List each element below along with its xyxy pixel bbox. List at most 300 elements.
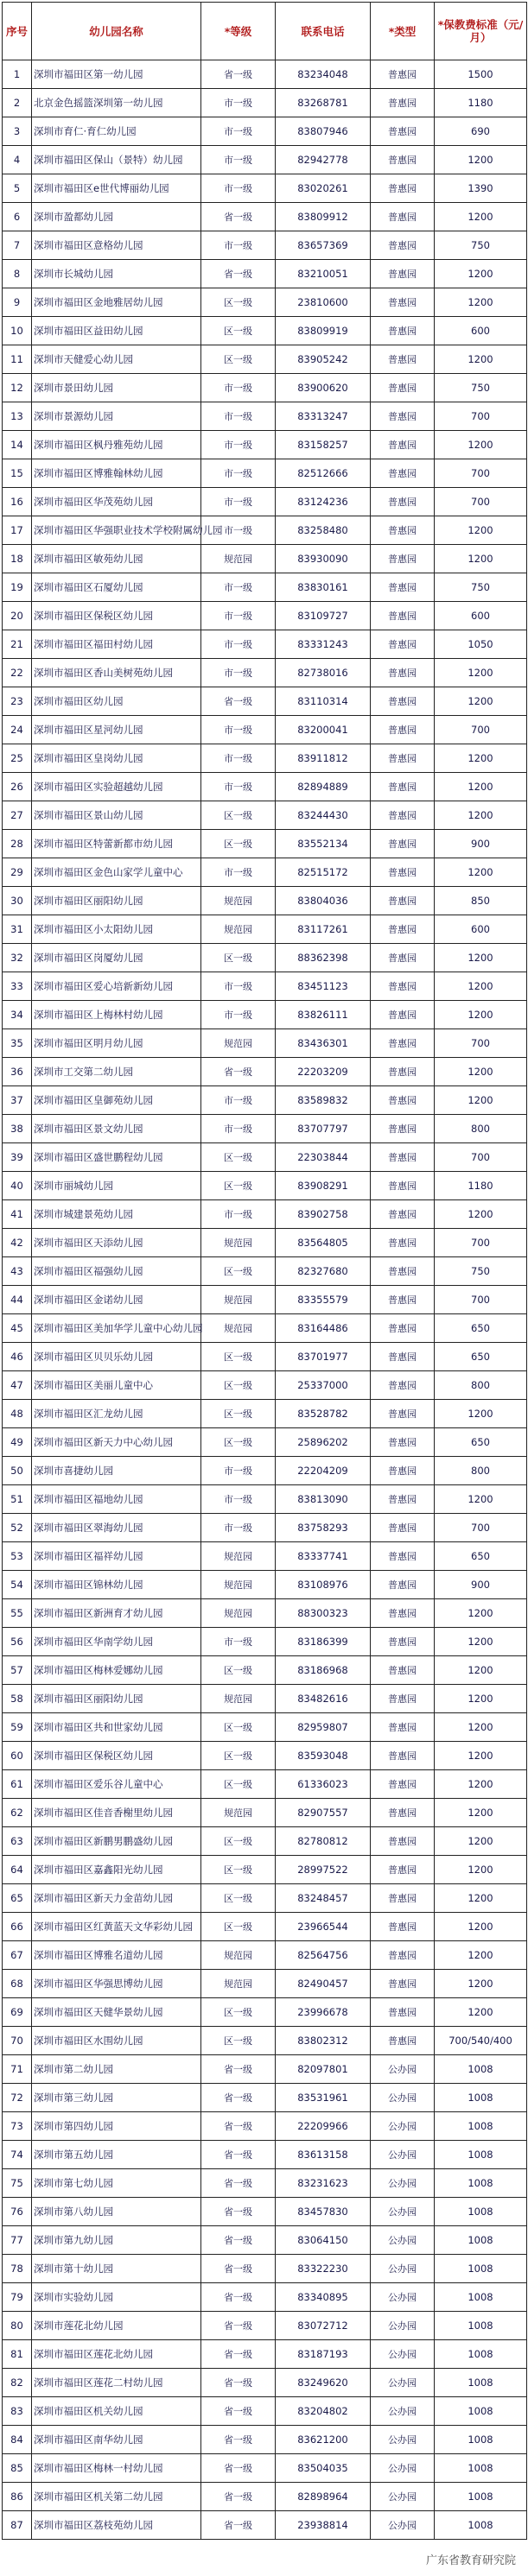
type-cell: 普惠园 — [371, 231, 435, 260]
fee-cell: 1200 — [435, 1599, 527, 1628]
level-cell: 省一级 — [201, 2483, 276, 2511]
phone-cell: 83020261 — [276, 174, 371, 203]
level-cell: 区一级 — [201, 1656, 276, 1685]
phone-cell: 82959807 — [276, 1713, 371, 1742]
phone-cell: 83908291 — [276, 1172, 371, 1200]
fee-cell: 1008 — [435, 2255, 527, 2283]
row-number-cell: 26 — [3, 773, 32, 801]
table-row — [3, 1713, 527, 1742]
kindergarten-name-cell: 深圳市福田区枫丹雅苑幼儿园 — [32, 431, 201, 459]
level-cell: 市一级 — [201, 231, 276, 260]
phone-cell: 25337000 — [276, 1371, 371, 1400]
fee-cell: 1200 — [435, 1970, 527, 1998]
fee-cell: 700 — [435, 402, 527, 431]
level-cell: 区一级 — [201, 345, 276, 374]
row-number-cell: 73 — [3, 2112, 32, 2141]
row-number-cell: 49 — [3, 1428, 32, 1457]
header-fee: *保教费标准（元/月） — [435, 3, 527, 60]
kindergarten-name-cell: 深圳市福田区实验超越幼儿园 — [32, 773, 201, 801]
kindergarten-name-cell: 深圳市第四幼儿园 — [32, 2112, 201, 2141]
row-number-cell: 70 — [3, 2027, 32, 2055]
level-cell: 省一级 — [201, 2426, 276, 2454]
fee-cell: 700 — [435, 459, 527, 488]
fee-cell: 1200 — [435, 431, 527, 459]
level-cell: 市一级 — [201, 516, 276, 545]
level-cell: 省一级 — [201, 2312, 276, 2340]
level-cell: 市一级 — [201, 146, 276, 174]
table-row — [3, 2511, 527, 2540]
fee-cell: 1200 — [435, 1799, 527, 1827]
type-cell: 普惠园 — [371, 1428, 435, 1457]
phone-cell: 22209966 — [276, 2112, 371, 2141]
type-cell: 普惠园 — [371, 1913, 435, 1941]
fee-cell: 800 — [435, 1371, 527, 1400]
level-cell: 区一级 — [201, 1998, 276, 2027]
row-number-cell: 64 — [3, 1856, 32, 1884]
kindergarten-name-cell: 深圳市福田区福田村幼儿园 — [32, 630, 201, 659]
type-cell: 普惠园 — [371, 744, 435, 773]
fee-cell: 600 — [435, 317, 527, 345]
row-number-cell: 50 — [3, 1457, 32, 1485]
level-cell: 区一级 — [201, 317, 276, 345]
table-row — [3, 117, 527, 146]
level-cell: 规范园 — [201, 1799, 276, 1827]
type-cell: 普惠园 — [371, 1314, 435, 1343]
phone-cell: 83589832 — [276, 1086, 371, 1115]
row-number-cell: 14 — [3, 431, 32, 459]
fee-cell: 1200 — [435, 1200, 527, 1229]
fee-cell: 750 — [435, 231, 527, 260]
table-row — [3, 716, 527, 744]
level-cell: 区一级 — [201, 1371, 276, 1400]
type-cell: 普惠园 — [371, 1542, 435, 1571]
fee-cell: 1180 — [435, 89, 527, 117]
table-row — [3, 89, 527, 117]
row-number-cell: 33 — [3, 972, 32, 1001]
table-row — [3, 431, 527, 459]
row-number-cell: 8 — [3, 260, 32, 288]
phone-cell: 83804036 — [276, 887, 371, 915]
phone-cell: 83826111 — [276, 1001, 371, 1029]
type-cell: 普惠园 — [371, 1941, 435, 1970]
phone-cell: 82564756 — [276, 1941, 371, 1970]
table-row — [3, 1770, 527, 1799]
table-row — [3, 1884, 527, 1913]
phone-cell: 83249620 — [276, 2369, 371, 2397]
kindergarten-name-cell: 深圳市福田区石厦幼儿园 — [32, 573, 201, 602]
table-row — [3, 317, 527, 345]
phone-cell: 83234048 — [276, 60, 371, 89]
row-number-cell: 35 — [3, 1029, 32, 1058]
kindergarten-name-cell: 深圳市景田幼儿园 — [32, 374, 201, 402]
kindergarten-name-cell: 深圳市福田区博雅翰林幼儿园 — [32, 459, 201, 488]
kindergarten-name-cell: 深圳市城建景苑幼儿园 — [32, 1200, 201, 1229]
phone-cell: 83504035 — [276, 2454, 371, 2483]
level-cell: 省一级 — [201, 2198, 276, 2226]
kindergarten-name-cell: 深圳市福田区福祥幼儿园 — [32, 1542, 201, 1571]
row-number-cell: 67 — [3, 1941, 32, 1970]
phone-cell: 83621200 — [276, 2426, 371, 2454]
kindergarten-name-cell: 深圳市育仁·育仁幼儿园 — [32, 117, 201, 146]
kindergarten-name-cell: 深圳市福田区新洲育才幼儿园 — [32, 1599, 201, 1628]
phone-cell: 83064150 — [276, 2226, 371, 2255]
row-number-cell: 21 — [3, 630, 32, 659]
table-row — [3, 1371, 527, 1400]
kindergarten-name-cell: 深圳市福田区福强幼儿园 — [32, 1257, 201, 1286]
table-row — [3, 545, 527, 573]
watermark: 广东省教育研究院 — [423, 2549, 519, 2569]
type-cell: 公办园 — [371, 2454, 435, 2483]
phone-cell: 83802312 — [276, 2027, 371, 2055]
row-number-cell: 86 — [3, 2483, 32, 2511]
level-cell: 省一级 — [201, 2397, 276, 2426]
table-row — [3, 2112, 527, 2141]
level-cell: 市一级 — [201, 630, 276, 659]
level-cell: 区一级 — [201, 288, 276, 317]
type-cell: 普惠园 — [371, 1742, 435, 1770]
type-cell: 普惠园 — [371, 288, 435, 317]
level-cell: 省一级 — [201, 203, 276, 231]
kindergarten-name-cell: 深圳市福田区金诺幼儿园 — [32, 1286, 201, 1314]
type-cell: 公办园 — [371, 2511, 435, 2540]
type-cell: 普惠园 — [371, 1485, 435, 1514]
phone-cell: 83758293 — [276, 1514, 371, 1542]
type-cell: 普惠园 — [371, 1371, 435, 1400]
kindergarten-name-cell: 深圳市福田区南华幼儿园 — [32, 2426, 201, 2454]
phone-cell: 83593048 — [276, 1742, 371, 1770]
phone-cell: 83158257 — [276, 431, 371, 459]
type-cell: 普惠园 — [371, 1143, 435, 1172]
type-cell: 公办园 — [371, 2312, 435, 2340]
phone-cell: 83707797 — [276, 1115, 371, 1143]
fee-cell: 1050 — [435, 630, 527, 659]
table-row — [3, 630, 527, 659]
type-cell: 普惠园 — [371, 203, 435, 231]
row-number-cell: 2 — [3, 89, 32, 117]
row-number-cell: 44 — [3, 1286, 32, 1314]
fee-cell: 1200 — [435, 1001, 527, 1029]
kindergarten-name-cell: 深圳市福田区益田幼儿园 — [32, 317, 201, 345]
row-number-cell: 32 — [3, 944, 32, 972]
header-name: 幼儿园名称 — [32, 3, 201, 60]
type-cell: 普惠园 — [371, 915, 435, 944]
kindergarten-name-cell: 深圳市福田区梅林一村幼儿园 — [32, 2454, 201, 2483]
type-cell: 普惠园 — [371, 2027, 435, 2055]
type-cell: 普惠园 — [371, 174, 435, 203]
table-row — [3, 146, 527, 174]
level-cell: 市一级 — [201, 174, 276, 203]
fee-cell: 1008 — [435, 2340, 527, 2369]
type-cell: 普惠园 — [371, 1599, 435, 1628]
row-number-cell: 51 — [3, 1485, 32, 1514]
fee-cell: 1200 — [435, 687, 527, 716]
type-cell: 普惠园 — [371, 1827, 435, 1856]
type-cell: 普惠园 — [371, 887, 435, 915]
fee-cell: 850 — [435, 887, 527, 915]
table-header-row — [3, 3, 527, 60]
level-cell: 区一级 — [201, 1884, 276, 1913]
fee-cell: 1200 — [435, 944, 527, 972]
table-row — [3, 488, 527, 516]
type-cell: 普惠园 — [371, 1884, 435, 1913]
phone-cell: 83911812 — [276, 744, 371, 773]
kindergarten-name-cell: 深圳市第二幼儿园 — [32, 2055, 201, 2084]
type-cell: 普惠园 — [371, 1001, 435, 1029]
row-number-cell: 12 — [3, 374, 32, 402]
row-number-cell: 54 — [3, 1571, 32, 1599]
table-row — [3, 260, 527, 288]
level-cell: 规范园 — [201, 1286, 276, 1314]
phone-cell: 82512666 — [276, 459, 371, 488]
phone-cell: 83204802 — [276, 2397, 371, 2426]
level-cell: 区一级 — [201, 944, 276, 972]
row-number-cell: 18 — [3, 545, 32, 573]
level-cell: 省一级 — [201, 2169, 276, 2198]
type-cell: 普惠园 — [371, 573, 435, 602]
phone-cell: 83531961 — [276, 2084, 371, 2112]
kindergarten-name-cell: 深圳市福田区香山美树苑幼儿园 — [32, 659, 201, 687]
table-row — [3, 1970, 527, 1998]
row-number-cell: 27 — [3, 801, 32, 830]
level-cell: 市一级 — [201, 89, 276, 117]
type-cell: 普惠园 — [371, 602, 435, 630]
phone-cell: 88300323 — [276, 1599, 371, 1628]
level-cell: 区一级 — [201, 2027, 276, 2055]
level-cell: 省一级 — [201, 2255, 276, 2283]
fee-cell: 1200 — [435, 1485, 527, 1514]
kindergarten-name-cell: 深圳市第七幼儿园 — [32, 2169, 201, 2198]
fee-cell: 1200 — [435, 1685, 527, 1713]
table-row — [3, 858, 527, 887]
level-cell: 市一级 — [201, 972, 276, 1001]
row-number-cell: 45 — [3, 1314, 32, 1343]
fee-cell: 800 — [435, 1457, 527, 1485]
type-cell: 普惠园 — [371, 516, 435, 545]
type-cell: 普惠园 — [371, 1685, 435, 1713]
level-cell: 区一级 — [201, 801, 276, 830]
row-number-cell: 1 — [3, 60, 32, 89]
table-row — [3, 1001, 527, 1029]
kindergarten-name-cell: 深圳市福田区莲花北幼儿园 — [32, 2340, 201, 2369]
level-cell: 市一级 — [201, 374, 276, 402]
level-cell: 规范园 — [201, 1314, 276, 1343]
kindergarten-name-cell: 深圳市福田区新天力金苗幼儿园 — [32, 1884, 201, 1913]
level-cell: 市一级 — [201, 573, 276, 602]
table-row — [3, 1343, 527, 1371]
phone-cell: 83268781 — [276, 89, 371, 117]
kindergarten-name-cell: 深圳市福田区丽阳幼儿园 — [32, 1685, 201, 1713]
row-number-cell: 76 — [3, 2198, 32, 2226]
kindergarten-name-cell: 深圳市福田区景文幼儿园 — [32, 1115, 201, 1143]
type-cell: 普惠园 — [371, 830, 435, 858]
row-number-cell: 71 — [3, 2055, 32, 2084]
table-row — [3, 1913, 527, 1941]
level-cell: 规范园 — [201, 887, 276, 915]
type-cell: 普惠园 — [371, 260, 435, 288]
type-cell: 公办园 — [371, 2198, 435, 2226]
fee-cell: 1200 — [435, 1770, 527, 1799]
fee-cell: 800 — [435, 1115, 527, 1143]
level-cell: 区一级 — [201, 1713, 276, 1742]
fee-cell: 1200 — [435, 1058, 527, 1086]
row-number-cell: 17 — [3, 516, 32, 545]
kindergarten-name-cell: 深圳市福田区福地幼儿园 — [32, 1485, 201, 1514]
phone-cell: 82780812 — [276, 1827, 371, 1856]
kindergarten-name-cell: 深圳市福田区华茂苑幼儿园 — [32, 488, 201, 516]
fee-cell: 1200 — [435, 1742, 527, 1770]
row-number-cell: 61 — [3, 1770, 32, 1799]
phone-cell: 83905242 — [276, 345, 371, 374]
header-phone: 联系电话 — [276, 3, 371, 60]
kindergarten-name-cell: 深圳市福田区荔枝苑幼儿园 — [32, 2511, 201, 2540]
level-cell: 区一级 — [201, 1770, 276, 1799]
type-cell: 普惠园 — [371, 801, 435, 830]
table-row — [3, 288, 527, 317]
level-cell: 市一级 — [201, 402, 276, 431]
fee-cell: 650 — [435, 1314, 527, 1343]
type-cell: 公办园 — [371, 2426, 435, 2454]
kindergarten-name-cell: 深圳市福田区锦林幼儿园 — [32, 1571, 201, 1599]
table-row — [3, 1514, 527, 1542]
table-row — [3, 801, 527, 830]
kindergarten-name-cell: 深圳市丽城幼儿园 — [32, 1172, 201, 1200]
phone-cell: 83436301 — [276, 1029, 371, 1058]
kindergarten-name-cell: 深圳市福田区意格幼儿园 — [32, 231, 201, 260]
type-cell: 普惠园 — [371, 716, 435, 744]
phone-cell: 83231623 — [276, 2169, 371, 2198]
table-row — [3, 1628, 527, 1656]
phone-cell: 28997522 — [276, 1856, 371, 1884]
kindergarten-name-cell: 深圳市长城幼儿园 — [32, 260, 201, 288]
phone-cell: 83313247 — [276, 402, 371, 431]
level-cell: 市一级 — [201, 858, 276, 887]
fee-cell: 1200 — [435, 516, 527, 545]
table-row — [3, 659, 527, 687]
row-number-cell: 47 — [3, 1371, 32, 1400]
level-cell: 市一级 — [201, 117, 276, 146]
table-row — [3, 1941, 527, 1970]
fee-cell: 650 — [435, 1542, 527, 1571]
phone-cell: 83117261 — [276, 915, 371, 944]
type-cell: 普惠园 — [371, 1086, 435, 1115]
row-number-cell: 48 — [3, 1400, 32, 1428]
fee-cell: 1200 — [435, 972, 527, 1001]
table-row — [3, 1485, 527, 1514]
row-number-cell: 80 — [3, 2312, 32, 2340]
type-cell: 普惠园 — [371, 687, 435, 716]
table-row — [3, 374, 527, 402]
kindergarten-name-cell: 深圳市福田区保税区幼儿园 — [32, 602, 201, 630]
phone-cell: 83900620 — [276, 374, 371, 402]
phone-cell: 82942778 — [276, 146, 371, 174]
table-row — [3, 1143, 527, 1172]
level-cell: 区一级 — [201, 1827, 276, 1856]
row-number-cell: 34 — [3, 1001, 32, 1029]
level-cell: 省一级 — [201, 2141, 276, 2169]
fee-cell: 650 — [435, 1343, 527, 1371]
table-row — [3, 2369, 527, 2397]
table-row — [3, 1457, 527, 1485]
row-number-cell: 20 — [3, 602, 32, 630]
type-cell: 公办园 — [371, 2112, 435, 2141]
level-cell: 市一级 — [201, 1485, 276, 1514]
kindergarten-name-cell: 深圳市福田区上梅林村幼儿园 — [32, 1001, 201, 1029]
kindergarten-name-cell: 深圳市福田区红黄蓝天文华彩幼儿园 — [32, 1913, 201, 1941]
table-row — [3, 1656, 527, 1685]
table-row — [3, 1229, 527, 1257]
fee-cell: 750 — [435, 1257, 527, 1286]
level-cell: 规范园 — [201, 545, 276, 573]
row-number-cell: 87 — [3, 2511, 32, 2540]
level-cell: 省一级 — [201, 2226, 276, 2255]
type-cell: 公办园 — [371, 2226, 435, 2255]
level-cell: 省一级 — [201, 1058, 276, 1086]
phone-cell: 82738016 — [276, 659, 371, 687]
fee-cell: 1008 — [435, 2226, 527, 2255]
fee-cell: 900 — [435, 830, 527, 858]
type-cell: 公办园 — [371, 2084, 435, 2112]
kindergarten-name-cell: 深圳市景源幼儿园 — [32, 402, 201, 431]
table-row — [3, 2426, 527, 2454]
type-cell: 普惠园 — [371, 1713, 435, 1742]
phone-cell: 83809919 — [276, 317, 371, 345]
type-cell: 普惠园 — [371, 459, 435, 488]
table-row — [3, 203, 527, 231]
table-row — [3, 2169, 527, 2198]
fee-cell: 1008 — [435, 2283, 527, 2312]
table-row — [3, 1542, 527, 1571]
level-cell: 市一级 — [201, 1200, 276, 1229]
phone-cell: 23996678 — [276, 1998, 371, 2027]
fee-cell: 1008 — [435, 2511, 527, 2540]
type-cell: 普惠园 — [371, 1799, 435, 1827]
phone-cell: 83110314 — [276, 687, 371, 716]
level-cell: 规范园 — [201, 1229, 276, 1257]
fee-cell: 1200 — [435, 288, 527, 317]
row-number-cell: 65 — [3, 1884, 32, 1913]
row-number-cell: 11 — [3, 345, 32, 374]
table-row — [3, 2340, 527, 2369]
fee-cell: 1008 — [435, 2141, 527, 2169]
row-number-cell: 52 — [3, 1514, 32, 1542]
table-row — [3, 1314, 527, 1343]
fee-cell: 1200 — [435, 260, 527, 288]
kindergarten-name-cell: 深圳市喜捷幼儿园 — [32, 1457, 201, 1485]
fee-cell: 1200 — [435, 1913, 527, 1941]
table-row — [3, 1400, 527, 1428]
level-cell: 市一级 — [201, 1628, 276, 1656]
type-cell: 公办园 — [371, 2369, 435, 2397]
fee-cell: 650 — [435, 1428, 527, 1457]
fee-cell: 1200 — [435, 1713, 527, 1742]
row-number-cell: 72 — [3, 2084, 32, 2112]
level-cell: 区一级 — [201, 1343, 276, 1371]
level-cell: 市一级 — [201, 659, 276, 687]
phone-cell: 83701977 — [276, 1343, 371, 1371]
level-cell: 规范园 — [201, 1970, 276, 1998]
type-cell: 公办园 — [371, 2397, 435, 2426]
table-row — [3, 773, 527, 801]
row-number-cell: 30 — [3, 887, 32, 915]
table-row — [3, 915, 527, 944]
table-row — [3, 2027, 527, 2055]
table-row — [3, 687, 527, 716]
fee-cell: 1200 — [435, 744, 527, 773]
level-cell: 省一级 — [201, 2084, 276, 2112]
phone-cell: 83552134 — [276, 830, 371, 858]
level-cell: 区一级 — [201, 1913, 276, 1941]
fee-cell: 700 — [435, 1029, 527, 1058]
